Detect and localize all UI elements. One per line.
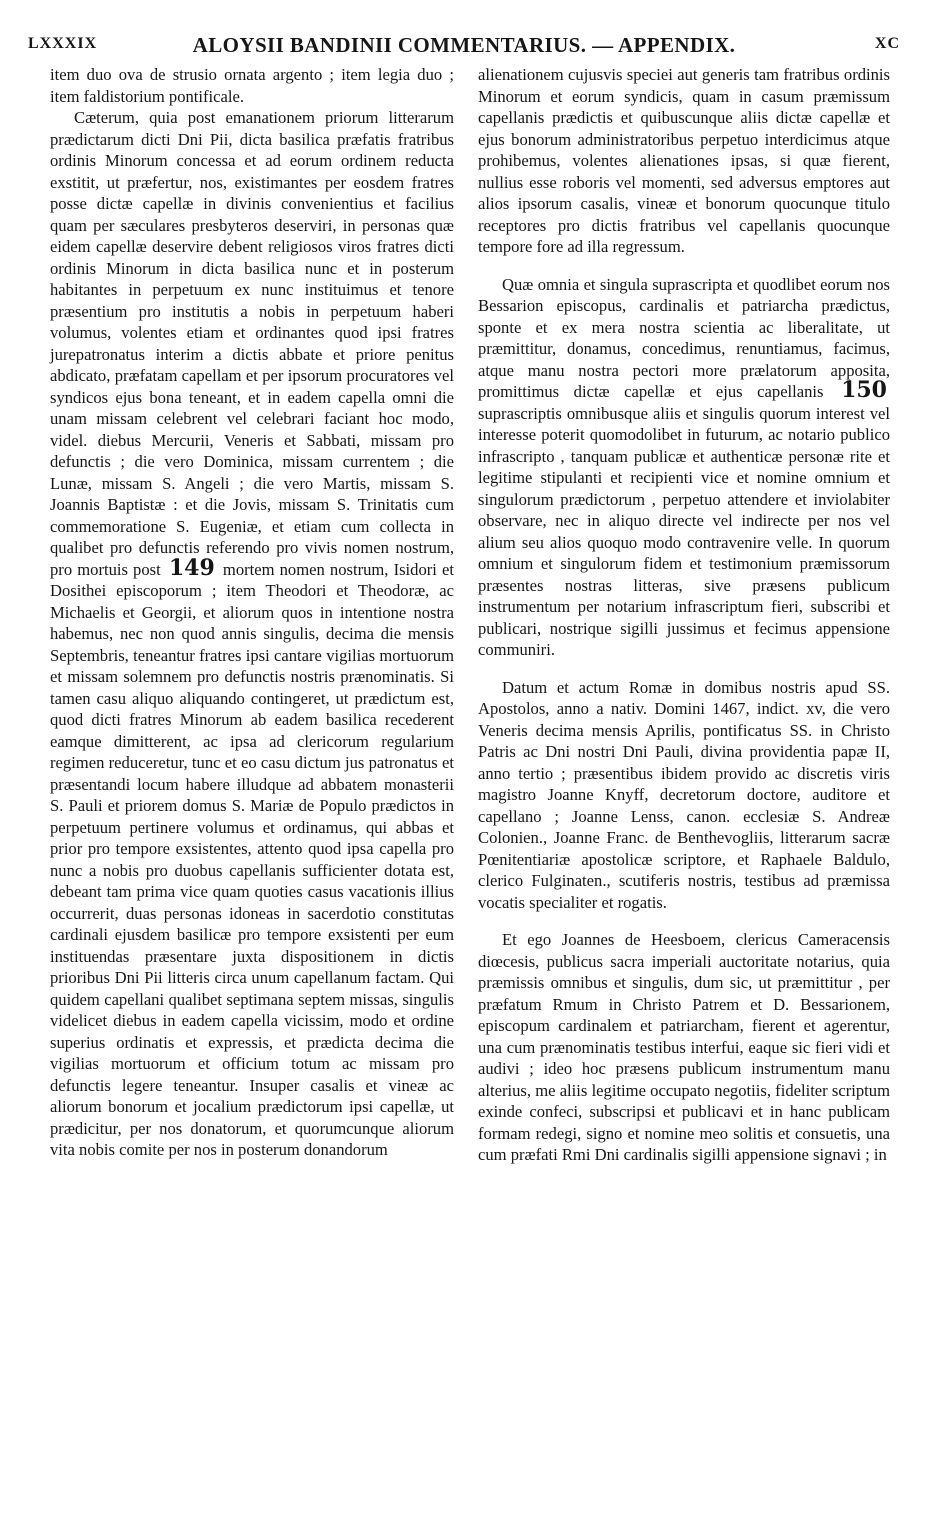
paragraph-text: suprascriptis omnibusque aliis et singulis quorum interest vel interesse poterit quomodolibet in futurum, ac notario publico infrascripto , tanquam publicæ et authenticæ personæ rite et legitime stipulanti et recipienti vice et nomine omnium et singulorum prædictorum , perpetuo attendere et inviolabiter observare, nec in aliquo directe vel indirecte per nos vel alium seu alios quoquo modo contravenire velle. In quorum omnium et singulorum fidem et testimonium præmissorum præsentes nostras litteras, sive præsens publicum instrumentum per notarium infrascriptum fieri, subscribi et publicari, nostrique sigilli jussimus et fecimus appensione communiri. <box>478 403 890 659</box>
right-column <box>478 64 890 1166</box>
paragraph: Datum et actum Romæ in domibus nostris apud SS. Apostolos, anno a nativ. Domini 1467, indict. xv, die vero Veneris decima mensis Aprilis, pontificatus SS. in Christo Patris ac Dni nostri Dni Pauli, divina providentia papæ II, anno tertio ; præsentibus ibidem provido ac discretis viris magistro Joanne Knyff, decretorum doctore, auditore et capellano ; Joanne Lenss, canon. ecclesiæ S. Andreæ Colonien., Joanne Franc. de Benthevogliis, litterarum sacræ Pœnitentiariæ apostolicæ scriptore, et Raphaele Baldulo, clerico Fulginaten., scutiferis nostris, testibus ad præmissa vocatis specialiter et rogatis. <box>478 677 890 912</box>
running-title: ALOYSII BANDINII COMMENTARIUS. — APPENDIX. <box>192 33 736 57</box>
page-marker: 149 <box>168 554 215 581</box>
paragraph: Et ego Joannes de Heesboem, clericus Cameracensis diœcesis, publicus sacra imperiali auctoritate notarius, quia præmissis omnibus et singulis, dum sic, ut præmittitur , per præfatum Rmum in Christo Patrem et D. Bessarionem, episcopum cardinalem et patriarcham, fierent et agerentur, una cum prænominatis testibus interfui, eaque sic fieri vidi et audivi ; ideo hoc præsens publicum instrumentum manu alterius, me aliis legitime occupato negotiis, fideliter scriptum exinde confeci, subscripsi et publicavi et in hanc publicam formam redegi, signo et nomine meo solitis et consuetis, una cum præfati Rmi Dni cardinalis sigilli appensione signavi ; in <box>478 930 890 1164</box>
running-head <box>28 33 900 63</box>
page-marker: 150 <box>841 377 887 403</box>
paragraph <box>50 107 454 1161</box>
paragraph-text: Quæ omnia et singula suprascripta et quodlibet eorum nos Bessarion episcopus, cardinalis et patriarcha prædictus, sponte et ex mera nostra scientia ac liberalitate, ut præmittitur, donamus, concedimus, renuntiamus, facimus, atque manu nostra pectori more prælatorum apposita, promittimus dictæ capellæ et ejus capellanis <box>478 274 890 401</box>
folio-right: XC <box>874 35 900 52</box>
paragraph: alienationem cujusvis speciei aut generis tam fratribus ordinis Minorum et eorum syndicis, quam in casum præmissum capellanis prædictis et quibuscunque aliis dictæ capellæ et ejus bonorum administratoribus perpetuo interdicimus atque prohibemus, volentes alienationes ipsas, si quæ fierent, nullius esse roboris vel momenti, sed adversus emptores aut alios ipsorum casalis, vineæ et bonorum quocunque titulo receptores pro dictis fratribus vel capellanis quocunque tempore fore ad illa regressum. <box>478 65 890 256</box>
paragraph <box>478 274 890 661</box>
left-column <box>50 64 454 1161</box>
paragraph: item duo ova de strusio ornata argento ; item legia duo ; item faldistorium pontificale. <box>50 65 454 106</box>
folio-left: LXXXIX <box>28 35 98 52</box>
paragraph-text: mortem nomen nostrum, Isidori et Dosithei episcoporum ; item Theodori et Theodoræ, ac Michaelis et Georgii, et aliorum quos in intentione nostra habemus, nec non quod annis singulis, decima die mensis Septembris, teneantur fratres ipsi cantare vigilias mortuorum et missam solemnem pro defunctis nostris prænominatis. Si tamen casu aliquo aliquando contingeret, ut prædictum est, quod dicti fratres Minorum ab eadem basilica recederent eamque dimitterent, ac ipsa ad clericorum regularium regimen reduceretur, tunc et eo casu dictum jus patronatus et præsentandi locum habere illudque ad abbatem monasterii S. Pauli et priorem domus S. Mariæ de Populo prædictos in perpetuum pertinere volumus et ordinamus, qui abbas et prior pro tempore exsistentes, attento quod ipsa capella pro nunc a nobis pro duobus capellanis sufficienter dotata est, debeant tam prima vice quam quoties casus vacationis illius occurrerit, duas personas idoneas in sacerdotio constitutas cardinali ejusdem basilicæ pro tempore exsistenti per eum instituendas præsentare juxta dispositionem in dictis prioribus Dni Pii litteris circa unum capellanum factam. Qui quidem capellani qualibet septimana septem missas, singulis videlicet diebus in eadem capella vicissim, modo et ordine superius ordinatis et expressis, et prædicta decima die vigilias mortuorum et officium totum ac missam pro defunctis legere teneantur. Insuper casalis et vineæ ac aliorum bonorum et jocalium prædictorum ipsi capellæ, ut prædicitur, per nos donatorum, et quorumcunque aliorum vita nobis comite per nos in posterum donandorum <box>50 559 454 1159</box>
paragraph-text: Cæterum, quia post emanationem priorum litterarum prædictarum dicti Dni Pii, dicta basilica præfatis fratribus ordinis Minorum concessa et ad eorum ordinem reducta exstitit, ut præfertur, nos, existimantes per eosdem fratres posse dictæ capellæ in divinis convenientius et facilius quam per sæculares presbyteros deserviri, in personas quæ eidem capellæ deservire debent religiosos viros fratres dicti ordinis Minorum in dicta basilica nunc et in posterum habitantes in perpetuum ex nunc instituimus et tenore præsentium pro institutis a nobis in perpetuum haberi volumus, volentes etiam et ordinantes quod ipsi fratres jurepatronatus interim a dictis abbate et priore penitus abdicato, præfatam capellam et per ipsorum procuratores vel syndicos ejus bona teneant, et in eadem capella omni die unam missam celebrent vel celebrari faciant hoc modo, videl. diebus Mercurii, Veneris et Sabbati, missam pro defunctis ; die vero Dominica, missam currentem ; die Lunæ, missam S. Angeli ; die vero Martis, missam S. Joannis Baptistæ : et die Jovis, missam S. Trinitatis cum commemoratione S. Eugeniæ, et etiam cum collecta in qualibet pro defunctis referendo pro vivis nomen nostrum, pro mortuis post <box>50 108 454 579</box>
